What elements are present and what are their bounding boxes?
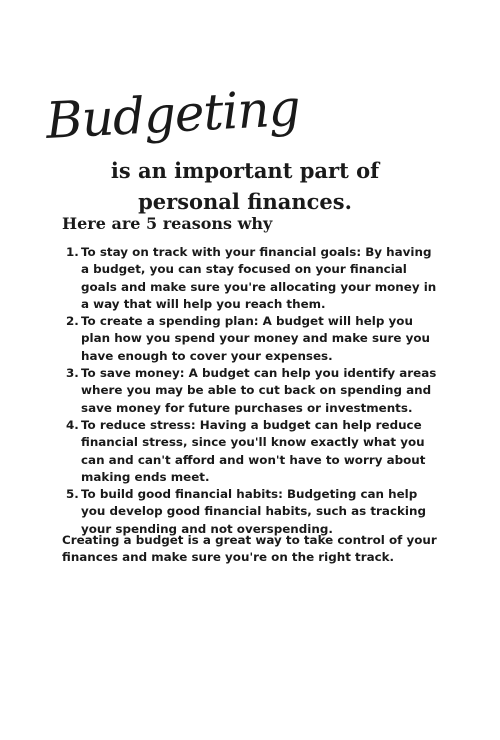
list-item-text: To build good financial habits: Budgeting can help you develop good financial habits, such as tracking your spending and not overspending.	[81, 487, 426, 536]
list-item-number: 4.	[66, 417, 79, 432]
list-item-text: To create a spending plan: A budget will help you plan how you spend your money and make sure you have enough to cover your expenses.	[81, 314, 430, 363]
list-item-number: 2.	[66, 314, 79, 329]
list-item	[66, 486, 438, 538]
list-item-number: 3.	[66, 366, 79, 381]
subheading: Here are 5 reasons why	[62, 214, 273, 233]
script-title: Budgeting	[44, 78, 302, 150]
conclusion-paragraph: Creating a budget is a great way to take control of your finances and make sure you're on the right track.	[62, 533, 437, 565]
list-item-text: To reduce stress: Having a budget can help reduce financial stress, since you'll know exactly what you can and can't afford and won't have to worry about making ends meet.	[81, 417, 426, 484]
list-item-number: 1.	[66, 245, 79, 259]
list-item	[66, 417, 438, 486]
list-item	[66, 313, 438, 365]
list-item-text: To stay on track with your financial goals: By having a budget, you can stay focused on your financial goals and make sure you're allocating your money in a way that will help you reach them.	[81, 245, 437, 311]
list-item-number: 5.	[66, 487, 79, 502]
list-item	[66, 244, 438, 313]
list-item	[66, 365, 438, 417]
reasons-list	[66, 244, 438, 538]
list-item-text: To save money: A budget can help you identify areas where you may be able to cut back on spending and save money for future purchases or investments.	[81, 366, 437, 415]
headline: is an important part of personal finances.	[110, 158, 380, 214]
